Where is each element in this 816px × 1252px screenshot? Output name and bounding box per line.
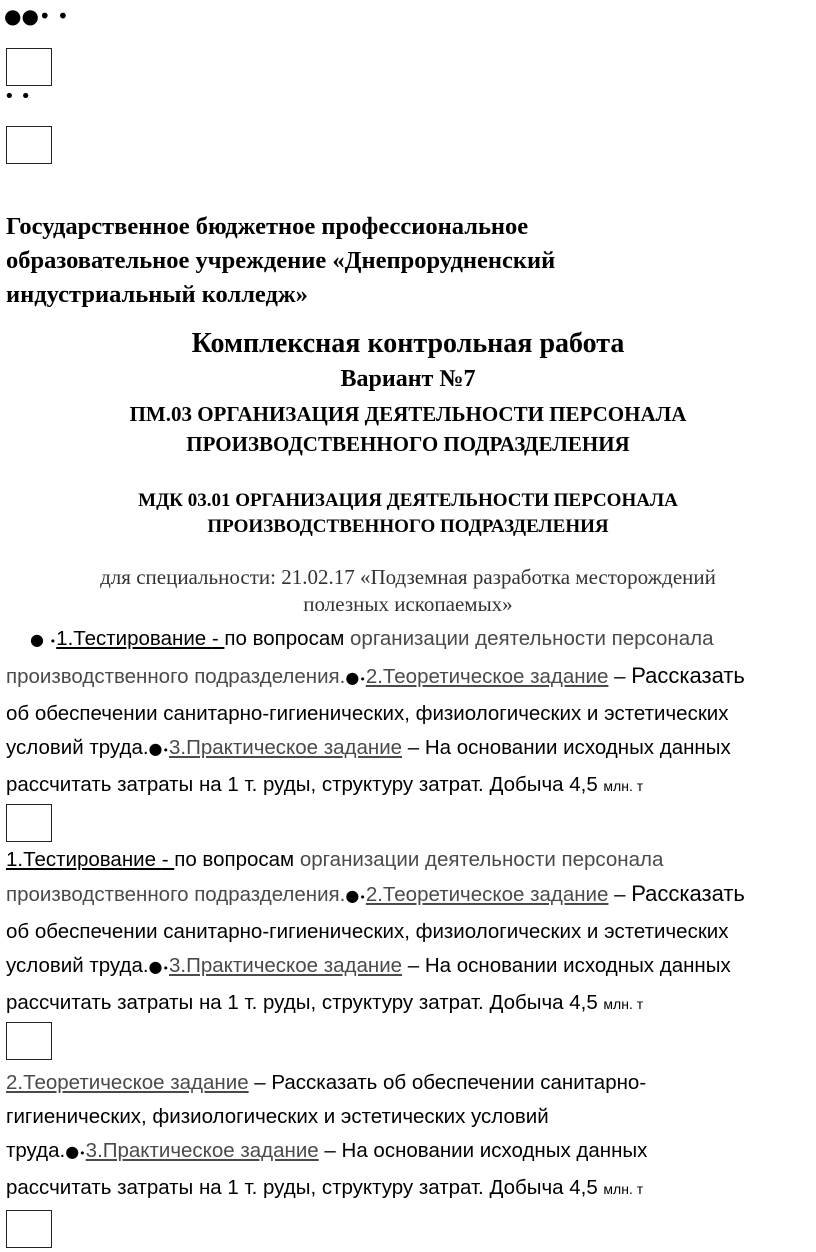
task-1-label: 1.Тестирование: [6, 848, 162, 871]
task-3-label: 3.Практическое задание: [169, 736, 403, 759]
tasks-block-2: [6, 843, 806, 1021]
task-2-text: Рассказать: [631, 881, 745, 906]
task-1-text: организации деятельности персонала: [350, 627, 714, 650]
tasks-block-1: [6, 622, 806, 803]
task-3-dash: –: [318, 1139, 342, 1162]
task-3-text: На основании исходных данных: [424, 954, 731, 977]
bullet: •: [162, 744, 170, 757]
task-3-text: На основании исходных данных: [424, 736, 731, 759]
checkbox-placeholder: [6, 804, 52, 842]
task-2-text: об обеспечении санитарно-гигиенических, физиологических и эстетических: [6, 920, 729, 943]
task-2-dash: –: [608, 665, 632, 688]
module-title-line: ПМ.03 ОРГАНИЗАЦИЯ ДЕЯТЕЛЬНОСТИ ПЕРСОНАЛА: [129, 402, 687, 426]
task-3-text: рассчитать затраты на 1 т. руды, структуру затрат. Добыча 4,5: [6, 991, 604, 1014]
task-3-text: рассчитать затраты на 1 т. руды, структуру затрат. Добыча 4,5: [6, 773, 604, 796]
task-3-unit: млн. т: [603, 1181, 644, 1197]
bullet: ●: [65, 1142, 80, 1161]
bullet: •: [79, 1147, 86, 1160]
task-1-text: производственного подразделения.: [6, 665, 346, 688]
task-2-label: 2.Теоретическое задание: [365, 883, 609, 906]
bullet: •: [359, 673, 366, 686]
task-3-dash: –: [402, 954, 425, 977]
organization-line: индустриальный колледж»: [6, 281, 308, 308]
organization-line: Государственное бюджетное профессиональное: [6, 213, 529, 240]
task-2-text: труда.: [6, 1139, 66, 1162]
task-2-text: условий труда.: [6, 736, 149, 759]
specialty-line: для специальности: 21.02.17 «Подземная разработка месторождений: [100, 565, 716, 589]
task-2-label: 2.Теоретическое задание: [6, 1071, 249, 1094]
task-3-unit: млн. т: [603, 778, 644, 794]
bullet: •: [359, 891, 366, 904]
bullet: •: [162, 962, 170, 975]
bullet: ●: [148, 739, 163, 758]
header-bullets: • •: [4, 86, 31, 107]
task-1-label: 1.Тестирование: [56, 627, 212, 650]
checkbox-placeholder: [6, 48, 52, 86]
module-title: [0, 399, 816, 459]
task-3-unit: млн. т: [603, 996, 644, 1012]
task-1-text: по вопросам: [174, 848, 300, 871]
bullet: ●: [148, 957, 163, 976]
task-2-text: гигиенических, физиологических и эстетических условий: [6, 1105, 549, 1128]
tasks-block-3: [6, 1066, 806, 1206]
task-2-dash: –: [248, 1071, 272, 1094]
task-2-dash: –: [608, 883, 632, 906]
task-2-text: условий труда.: [6, 954, 149, 977]
course-title: [0, 488, 816, 540]
organization-line: образовательное учреждение «Днепрорудненский: [6, 247, 556, 274]
task-1-text: по вопросам: [224, 627, 351, 650]
task-3-text: рассчитать затраты на 1 т. руды, структуру затрат. Добыча 4,5: [6, 1176, 604, 1199]
checkbox-placeholder: [6, 1210, 52, 1248]
task-1-dash: -: [211, 627, 225, 650]
task-1-dash: -: [161, 848, 175, 871]
task-1-text: производственного подразделения.: [6, 883, 346, 906]
task-2-label: 2.Теоретическое задание: [365, 665, 609, 688]
bullet: ●: [30, 630, 44, 649]
header-bullets: ●●• •: [4, 4, 69, 28]
bullet: •: [49, 635, 57, 648]
task-1-text: организации деятельности персонала: [299, 848, 664, 871]
task-3-dash: –: [402, 736, 425, 759]
task-2-text: Рассказать об обеспечении санитарно-: [271, 1071, 647, 1094]
task-2-text: об обеспечении санитарно-гигиенических, физиологических и эстетических: [6, 702, 729, 725]
task-3-label: 3.Практическое задание: [85, 1139, 319, 1162]
task-3-label: 3.Практическое задание: [169, 954, 403, 977]
specialty-line: полезных ископаемых»: [303, 592, 513, 616]
task-3-text: На основании исходных данных: [341, 1139, 648, 1162]
module-title-line: ПРОИЗВОДСТВЕННОГО ПОДРАЗДЕЛЕНИЯ: [186, 432, 630, 456]
bullet: ●: [345, 886, 360, 905]
checkbox-placeholder: [6, 126, 52, 164]
variant-label: Вариант №7: [340, 366, 476, 392]
task-2-text: Рассказать: [631, 663, 745, 688]
course-title-line: ПРОИЗВОДСТВЕННОГО ПОДРАЗДЕЛЕНИЯ: [207, 516, 609, 537]
checkbox-placeholder: [6, 1022, 52, 1060]
bullet: ●: [345, 668, 360, 687]
specialty: [0, 564, 816, 618]
organization-name: [6, 210, 786, 312]
document-title: Комплексная контрольная работа: [191, 328, 625, 359]
course-title-line: МДК 03.01 ОРГАНИЗАЦИЯ ДЕЯТЕЛЬНОСТИ ПЕРСОНАЛА: [138, 490, 678, 511]
